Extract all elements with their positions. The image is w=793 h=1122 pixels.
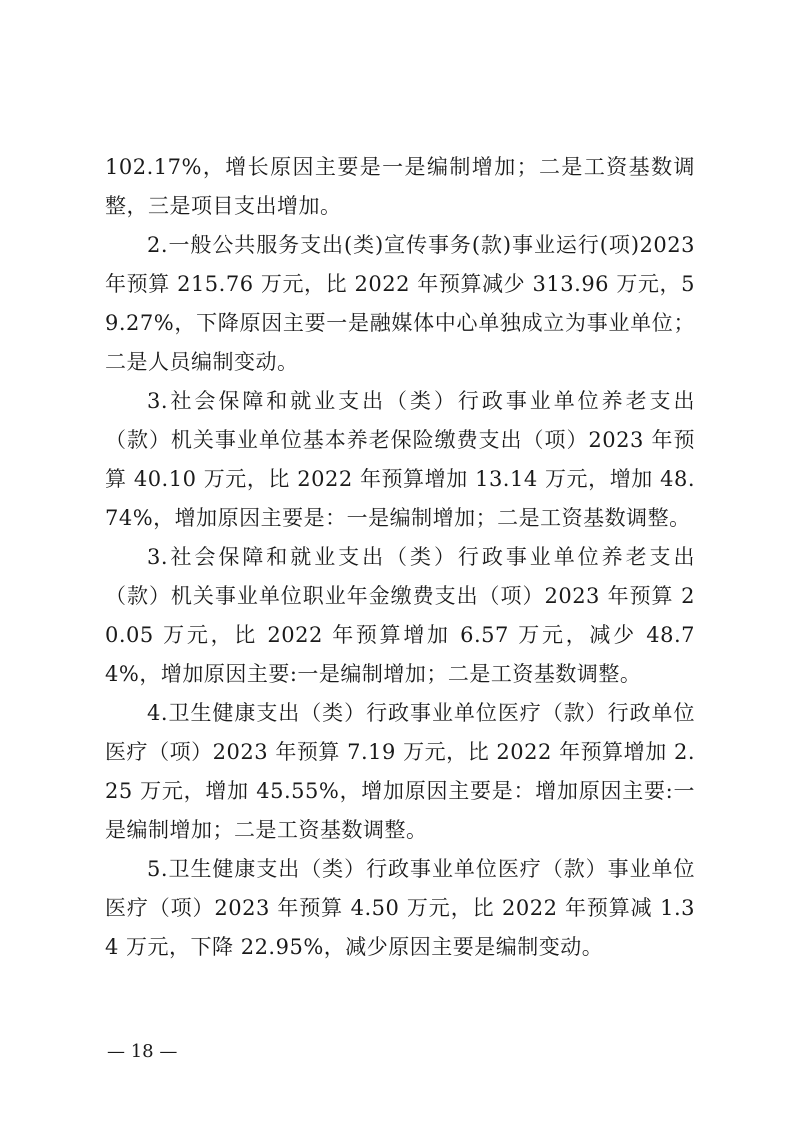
paragraph-item-3-annuity: 3.社会保障和就业支出（类）行政事业单位养老支出（款）机关事业单位职业年金缴费支出（项）2023 年预算 20.05 万元，比 2022 年预算增加 6.57 万元，减少 48.74%，增加原因主要:一是编制增加；二是工资基数调整。 (105, 545, 695, 686)
paragraph-item-2: 2.一般公共服务支出(类)宣传事务(款)事业运行(项)2023 年预算 215.76 万元，比 2022 年预算减少 313.96 万元，59.27%，下降原因主要一是融媒体中心单独成立为事业单位；二是人员编制变动。 (105, 233, 695, 374)
paragraph-item-3-pension: 3.社会保障和就业支出（类）行政事业单位养老支出（款）机关事业单位基本养老保险缴费支出（项）2023 年预算 40.10 万元，比 2022 年预算增加 13.14 万元，增加 48.74%，增加原因主要是：一是编制增加；二是工资基数调整。 (105, 389, 695, 530)
paragraph-item-5: 5.卫生健康支出（类）行政事业单位医疗（款）事业单位医疗（项）2023 年预算 4.50 万元，比 2022 年预算减 1.34 万元，下降 22.95%，减少原因主要是编制变动。 (105, 857, 695, 959)
paragraph-item-4: 4.卫生健康支出（类）行政事业单位医疗（款）行政单位医疗（项）2023 年预算 7.19 万元，比 2022 年预算增加 2.25 万元，增加 45.55%，增加原因主要是：增加原因主要:一是编制增加；二是工资基数调整。 (105, 701, 695, 842)
paragraph-continuation: 102.17%，增长原因主要是一是编制增加；二是工资基数调整，三是项目支出增加。 (105, 155, 695, 218)
page-number: — 18 — (107, 1041, 178, 1062)
document-body (105, 148, 695, 967)
